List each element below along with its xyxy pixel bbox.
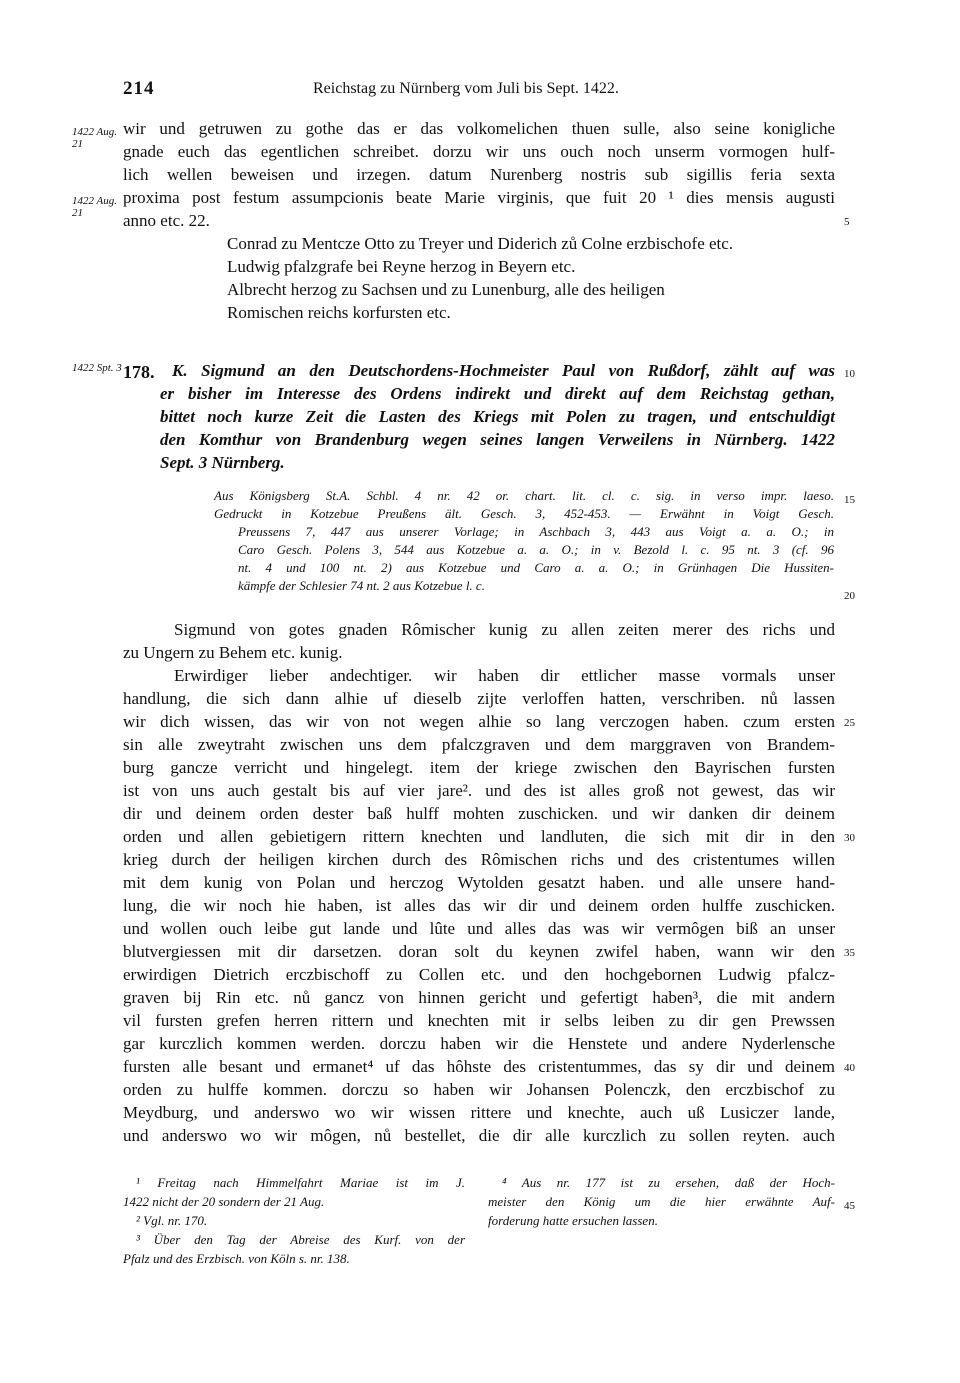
line-number: 10 [844,368,855,380]
footnote-line: meister den König um die hier erwähnte Auf- [488,1194,835,1209]
body-line: lung, die wir noch hie haben, ist alles das wir dir und deinem orden hulffe zuschicken. [123,896,835,915]
source-note-line: kämpfe der Schlesier 74 nt. 2 aus Kotzebue l. c. [238,578,485,593]
body-line: handlung, die sich dann alhie uf dieselb zijte verloffen hatten, verschriben. nů lassen [123,689,835,708]
page-number: 214 [123,78,155,99]
body-line: orden und allen gebietigern rittern knechten und landluten, die sich mit dir in den [123,827,835,846]
body-line: gar kurczlich kommen werden. dorczu haben wir die Henstete und andere Nyderlensche [123,1034,835,1053]
footnote-line: 1422 nicht der 20 sondern der 21 Aug. [123,1194,325,1209]
signatory-line: Albrecht herzog zu Sachsen und zu Lunenburg, alle des heiligen [227,280,665,299]
line-number: 20 [844,590,855,602]
body-line: orden zu hulffe kommen. dorczu so haben wir Johansen Polenczk, den erczbischof zu [123,1080,835,1099]
body-line: Sigmund von gotes gnaden Rômischer kunig zu allen zeiten merer des richs und [174,620,835,639]
signatory-line: Romischen reichs korfursten etc. [227,303,451,322]
regest-line: bittet noch kurze Zeit die Lasten des Kriegs mit Polen zu tragen, und entschuldigt [160,407,835,426]
text-line: gnade euch das egentlichen schreibet. dorzu wir uns ouch noch unserm vormogen hulf- [123,142,835,161]
text-line: proxima post festum assumpcionis beate Marie virginis, que fuit 20 ¹ dies mensis augusti [123,188,835,207]
line-number: 35 [844,947,855,959]
regest-line: den Komthur von Brandenburg wegen seines langen Verweilens in Nürnberg. 1422 [160,430,835,449]
signatory-line: Conrad zu Mentcze Otto zu Treyer und Diderich zů Colne erzbischofe etc. [227,234,734,253]
text-line: lich wellen beweisen und irzegen. datum Nurenberg nostris sub sigillis feria sexta [123,165,835,184]
body-line: zu Ungern zu Behem etc. kunig. [123,643,343,662]
line-number: 40 [844,1062,855,1074]
source-note-line: Caro Gesch. Polens 3, 544 aus Kotzebue a. a. O.; in v. Bezold l. c. 95 nt. 3 (cf. 96 [238,542,834,557]
footnote-line: ³ Über den Tag der Abreise des Kurf. von der [136,1232,465,1247]
body-line: und anderswo wo wir môgen, nů bestellet, die dir alle kurczlich zu sollen reyten. auch [123,1126,835,1145]
document-number: 178. [123,362,155,382]
body-line: burg gancze verricht und hingelegt. item der kriege zwischen den Bayrischen fursten [123,758,835,777]
body-line: ist von uns auch gestalt bis auf vier jare². und des ist alles groß not gewest, das wir [123,781,835,800]
line-number: 30 [844,832,855,844]
body-line: mit dem kunig von Polan und herczog Wytolden gesatzt haben. und alle unsere hand- [123,873,835,892]
line-number: 45 [844,1200,855,1212]
footnote-line: ¹ Freitag nach Himmelfahrt Mariae ist im J. [136,1175,465,1190]
text-line: wir und getruwen zu gothe das er das volkomelichen thuen sulle, also seine konigliche [123,119,835,138]
line-number: 25 [844,717,855,729]
footnote-line: ⁴ Aus nr. 177 ist zu ersehen, daß der Hoch- [502,1175,835,1190]
source-note-line: Preussens 7, 447 aus unserer Vorlage; in Aschbach 3, 443 aus Voigt a. a. O.; in [238,524,834,539]
body-line: graven bij Rin etc. nů gancz von hinnen gericht und gefertigt haben³, die mit andern [123,988,835,1007]
margin-date-note: 1422 Aug. 21 [72,195,118,219]
margin-date-note: 1422 Aug. 21 [72,126,118,150]
footnote-line: ² Vgl. nr. 170. [136,1213,208,1228]
regest-line: er bisher im Interesse des Ordens indirekt und direkt auf dem Reichstag gethan, [160,384,835,403]
body-line: Erwirdiger lieber andechtiger. wir haben dir ettlicher masse vormals unser [174,666,835,685]
line-number: 15 [844,494,855,506]
body-line: krieg durch der heiligen kirchen durch des Rômischen richs und des cristentumes willen [123,850,835,869]
margin-date-note: 1422 Spt. 3 [72,362,122,374]
line-number: 5 [844,216,850,228]
signatory-line: Ludwig pfalzgrafe bei Reyne herzog in Beyern etc. [227,257,576,276]
body-line: wir dich wissen, das wir von not wegen alhie so lang verczogen haben. czum ersten [123,712,835,731]
body-line: dir und deinem orden dester baß hulff mohten zuschicken. und wir danken dir deinem [123,804,835,823]
body-line: fursten alle besant und ermanet⁴ uf das hôhste des cristentummes, das sy dir und deinem [123,1057,835,1076]
body-line: blutvergiessen mit dir darsetzen. doran solt du keynen zwifel haben, wann wir den [123,942,835,961]
regest-line: Sept. 3 Nürnberg. [160,453,285,472]
footnote-line: Pfalz und des Erzbisch. von Köln s. nr. 138. [123,1251,350,1266]
source-note-line: nt. 4 und 100 nt. 2) aus Kotzebue und Caro a. a. O.; in Grünhagen Die Hussiten- [238,560,834,575]
body-line: vil fursten grefen herren rittern und knechten mit ir selbs leiben zu dir gen Prewssen [123,1011,835,1030]
source-note-line: Aus Königsberg St.A. Schbl. 4 nr. 42 or. chart. lit. cl. c. sig. in verso impr. laeso. [214,488,834,503]
footnote-line: forderung hatte ersuchen lassen. [488,1213,658,1228]
body-line: sin alle zweytraht zwischen uns dem pfalczgraven und dem marggraven von Brandem- [123,735,835,754]
body-line: und wollen ouch leibe gut lande und lûte und alles das was wir vermôgen biß an unser [123,919,835,938]
running-title: Reichstag zu Nürnberg vom Juli bis Sept. 1422. [313,80,619,97]
body-line: Meydburg, und anderswo wo wir wissen rittere und knechte, auch uß Lusiczer lande, [123,1103,835,1122]
text-line: anno etc. 22. [123,211,210,230]
body-line: erwirdigen Dietrich erczbischoff zu Collen etc. und den hochgebornen Ludwig pfalcz- [123,965,835,984]
regest-line: K. Sigmund an den Deutschordens-Hochmeister Paul von Rußdorf, zählt auf was [172,361,835,380]
source-note-line: Gedruckt in Kotzebue Preußens ält. Gesch. 3, 452-453. — Erwähnt in Voigt Gesch. [214,506,834,521]
